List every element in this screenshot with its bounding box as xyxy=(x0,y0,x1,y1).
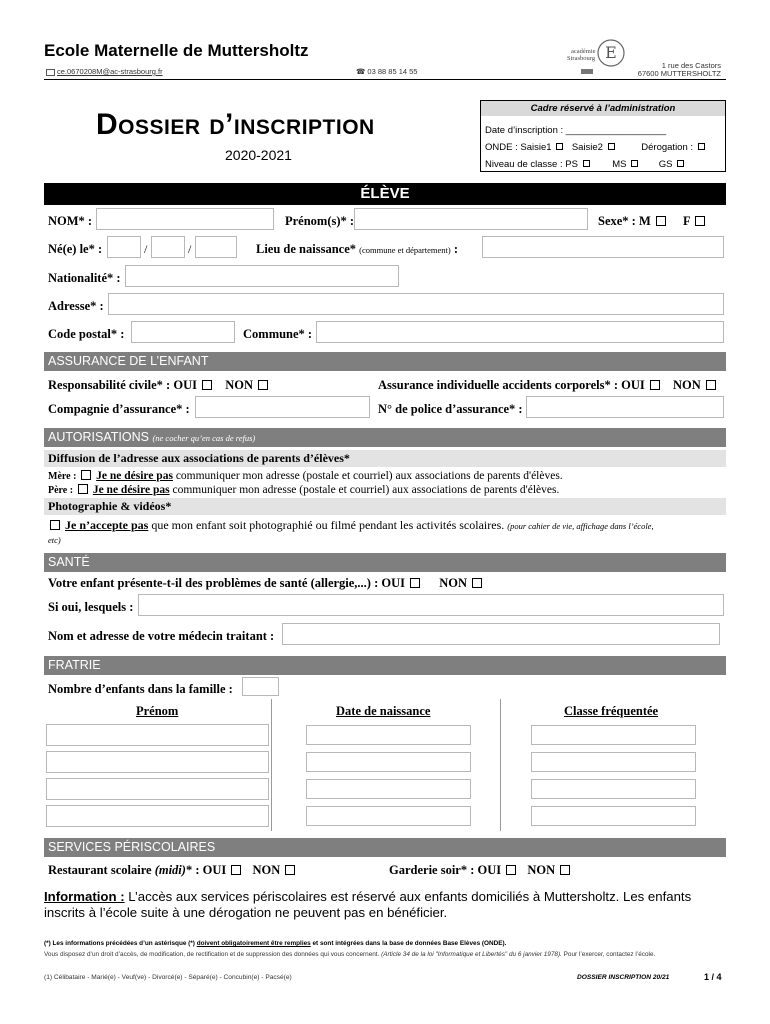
photo-accepte: Je n’accepte pas xyxy=(65,518,149,532)
restaurant-text: Restaurant scolaire xyxy=(48,863,152,877)
mail-icon xyxy=(46,69,55,76)
resp-civile-non-checkbox[interactable] xyxy=(258,380,268,390)
mere-ne-desire: Je ne désire pas xyxy=(96,470,173,482)
footer-rights-end: Pour l’exercer, contactez l’école. xyxy=(561,951,656,958)
eleve-header: ÉLÈVE xyxy=(44,183,726,205)
school-address-1: 1 rue des Castors xyxy=(661,61,721,70)
si-oui-label: Si oui, lesquels : xyxy=(48,600,134,614)
fratrie-prenom-1[interactable] xyxy=(46,724,269,746)
assurance-indiv-oui-checkbox[interactable] xyxy=(650,380,660,390)
fratrie-col-classe: Classe fréquentée xyxy=(564,704,659,718)
diffusion-subheader: Diffusion de l’adresse aux associations de parents d’élèves* xyxy=(44,450,726,467)
ne-le-label: Né(e) le* : xyxy=(48,242,103,256)
footer-civil-status: (1) Célibataire - Marié(e) - Veuf(ve) - Divorcé(e) - Séparé(e) - Concubin(e) - Pacsé(e) xyxy=(44,974,292,981)
sexe-label xyxy=(598,214,707,229)
photo-hint: (pour cahier de vie, affichage dans l’école, xyxy=(507,521,654,531)
page-title: Dossier d’inscription xyxy=(96,108,375,141)
resp-civile-oui-checkbox[interactable] xyxy=(202,380,212,390)
footer-rights-italic: (Article 34 de la loi "Informatique et Libertés" du 6 janvier 1978). xyxy=(381,951,562,958)
photo-row xyxy=(48,518,654,533)
commune-label: Commune* : xyxy=(243,327,313,341)
fratrie-col-date: Date de naissance xyxy=(336,704,431,718)
fratrie-divider-1 xyxy=(271,699,272,831)
photo-checkbox[interactable] xyxy=(50,520,60,530)
fratrie-date-2[interactable] xyxy=(306,752,471,772)
pere-label: Père : xyxy=(48,485,74,496)
school-email-link[interactable]: ce.0670208M@ac-strasbourg.fr xyxy=(57,67,163,76)
lieu-hint: (commune et département) xyxy=(359,245,451,255)
restaurant-end: * : OUI xyxy=(185,863,227,877)
fratrie-classe-2[interactable] xyxy=(531,752,696,772)
footer-note-underline: doivent obligatoirement être remplies xyxy=(196,940,311,947)
restaurant-non-text: NON xyxy=(252,863,281,877)
gs-checkbox[interactable] xyxy=(677,160,684,167)
restaurant-label xyxy=(48,863,297,878)
information-paragraph xyxy=(44,889,728,921)
fratrie-date-1[interactable] xyxy=(306,725,471,745)
admin-gs-label: GS xyxy=(658,159,673,170)
garderie-non-text: NON xyxy=(527,863,556,877)
admin-onde-row xyxy=(485,142,707,153)
school-phone: ☎ 03 88 85 14 55 xyxy=(356,67,418,76)
birth-month-field[interactable] xyxy=(151,236,185,258)
lieu-text: Lieu de naissance* xyxy=(256,242,357,256)
medecin-field[interactable] xyxy=(282,623,720,645)
adresse-label: Adresse* : xyxy=(48,299,104,313)
ps-checkbox[interactable] xyxy=(583,160,590,167)
birth-day-field[interactable] xyxy=(107,236,141,258)
academie-logo xyxy=(565,38,630,76)
fratrie-header: FRATRIE xyxy=(44,656,726,675)
mere-diffusion-text: communiquer mon adresse (postale et courriel) aux associations de parents d'élèves. xyxy=(175,470,563,482)
nombre-enfants-label: Nombre d’enfants dans la famille : xyxy=(48,682,233,696)
photo-text: que mon enfant soit photographié ou filmé pendant les activités scolaires. xyxy=(151,518,505,532)
sexe-f-text: F xyxy=(683,214,691,228)
mere-row xyxy=(48,470,563,482)
lieu-naissance-field[interactable] xyxy=(482,236,724,258)
garderie-text: Garderie soir* : OUI xyxy=(389,863,502,877)
police-field[interactable] xyxy=(526,396,724,418)
periscolaire-header: SERVICES PÉRISCOLAIRES xyxy=(44,838,726,857)
footer-rights-text: Vous disposez d’un droit d’accès, de modification, de rectification et de suppression des données qui vous concernent. xyxy=(44,951,380,958)
code-postal-label: Code postal* : xyxy=(48,327,125,341)
restaurant-midi: (midi) xyxy=(154,863,186,877)
admin-box xyxy=(480,100,726,172)
assurance-indiv-label xyxy=(378,378,718,393)
mere-label: Mère : xyxy=(48,471,77,482)
prenom-field[interactable] xyxy=(354,208,588,230)
admin-niveau-label: Niveau de classe : PS xyxy=(485,159,578,170)
admin-ms-label: MS xyxy=(612,159,627,170)
assurance-indiv-non-text: NON xyxy=(673,378,701,392)
lieu-label xyxy=(256,242,458,257)
garderie-label xyxy=(389,863,572,878)
sante-non-checkbox[interactable] xyxy=(472,578,482,588)
sexe-f-checkbox[interactable] xyxy=(695,216,705,226)
compagnie-field[interactable] xyxy=(195,396,370,418)
admin-onde-label: ONDE : Saisie1 xyxy=(485,142,552,153)
footer-doc-name: DOSSIER INSCRIPTION 20/21 xyxy=(577,974,670,981)
school-name: Ecole Maternelle de Muttersholtz xyxy=(44,41,309,60)
assurance-header: ASSURANCE DE L’ENFANT xyxy=(44,352,726,371)
fratrie-prenom-4[interactable] xyxy=(46,805,269,827)
code-postal-field[interactable] xyxy=(131,321,235,343)
sante-question-text: Votre enfant présente-t-il des problèmes de santé (allergie,...) : OUI xyxy=(48,576,406,590)
nom-field[interactable] xyxy=(96,208,274,230)
fratrie-date-3[interactable] xyxy=(306,779,471,799)
fratrie-classe-4[interactable] xyxy=(531,806,696,826)
admin-date: Date d’inscription : ___________________ xyxy=(485,125,667,136)
school-year: 2020-2021 xyxy=(225,147,292,163)
information-text: L’accès aux services périscolaires est réservé aux enfants domiciliés à Muttersholtz. Les enfants inscrits à l’école suite à une dérogation ne peuvent pas en bénéficier. xyxy=(44,889,692,920)
birth-year-field[interactable] xyxy=(195,236,237,258)
resp-civile-text: Responsabilité civile* : OUI xyxy=(48,378,197,392)
footer-rights xyxy=(44,950,724,959)
lieu-colon: : xyxy=(453,242,459,256)
information-label: Information : xyxy=(44,889,125,904)
sante-oui-checkbox[interactable] xyxy=(410,578,420,588)
fratrie-col-prenom: Prénom xyxy=(136,704,179,718)
svg-text:E: E xyxy=(605,43,617,62)
nationalite-label: Nationalité* : xyxy=(48,271,121,285)
compagnie-label: Compagnie d’assurance* : xyxy=(48,402,190,416)
nationalite-field[interactable] xyxy=(125,265,399,287)
sante-question xyxy=(48,576,484,591)
sante-header: SANTÉ xyxy=(44,553,726,572)
footer-note-start: (*) Les informations précédées d’un astérisque (*) xyxy=(44,940,195,947)
sexe-m-checkbox[interactable] xyxy=(656,216,666,226)
ms-checkbox[interactable] xyxy=(631,160,638,167)
fratrie-classe-3[interactable] xyxy=(531,779,696,799)
date-slash-2: / xyxy=(188,242,192,256)
fratrie-prenom-3[interactable] xyxy=(46,778,269,800)
sante-non-text: NON xyxy=(439,576,468,590)
assurance-indiv-non-checkbox[interactable] xyxy=(706,380,716,390)
pere-row xyxy=(48,484,559,496)
photo-hint-2: etc) xyxy=(48,535,61,545)
derogation-checkbox[interactable] xyxy=(698,143,705,150)
admin-derogation-label: Dérogation : xyxy=(641,142,694,153)
restaurant-non-checkbox[interactable] xyxy=(285,865,295,875)
autorisations-hint: (ne cocher qu’en cas de refus) xyxy=(152,433,256,443)
footer-note-end: et sont intégrées dans la base de données Base Elèves (ONDE). xyxy=(312,940,507,947)
admin-box-header: Cadre réservé à l’administration xyxy=(481,101,725,116)
garderie-oui-checkbox[interactable] xyxy=(506,865,516,875)
adresse-field[interactable] xyxy=(108,293,724,315)
header-rule xyxy=(44,79,726,80)
commune-field[interactable] xyxy=(316,321,724,343)
logo-text-1: académie xyxy=(571,48,596,55)
nom-label: NOM* : xyxy=(48,214,93,228)
nombre-enfants-field[interactable] xyxy=(242,677,279,696)
footer-note xyxy=(44,940,728,947)
admin-niveau-row xyxy=(485,159,686,170)
assurance-indiv-text: Assurance individuelle accidents corporels* : OUI xyxy=(378,378,645,392)
resp-civile-label xyxy=(48,378,270,393)
page-number: 1 / 4 xyxy=(704,972,722,982)
school-address-2: 67600 MUTTERSHOLTZ xyxy=(637,69,721,78)
photo-subheader: Photographie & vidéos* xyxy=(44,498,726,515)
fratrie-divider-2 xyxy=(500,699,501,831)
pere-checkbox[interactable] xyxy=(78,484,88,494)
saisie2-checkbox[interactable] xyxy=(608,143,615,150)
restaurant-oui-checkbox[interactable] xyxy=(231,865,241,875)
saisie1-checkbox[interactable] xyxy=(556,143,563,150)
date-slash-1: / xyxy=(144,242,148,256)
si-oui-field[interactable] xyxy=(138,594,724,616)
autorisations-header xyxy=(44,428,726,447)
logo-text-2: Strasbourg xyxy=(567,55,596,62)
garderie-non-checkbox[interactable] xyxy=(560,865,570,875)
admin-saisie2-label: Saisie2 xyxy=(571,142,603,153)
pere-ne-desire: Je ne désire pas xyxy=(92,484,170,496)
fratrie-classe-1[interactable] xyxy=(531,725,696,745)
resp-civile-non-text: NON xyxy=(225,378,253,392)
fratrie-prenom-2[interactable] xyxy=(46,751,269,773)
prenom-label: Prénom(s)* : xyxy=(285,214,355,228)
pere-diffusion-text: communiquer mon adresse (postale et courriel) aux associations de parents d'élèves. xyxy=(172,484,560,496)
medecin-label: Nom et adresse de votre médecin traitant : xyxy=(48,629,275,643)
fratrie-date-4[interactable] xyxy=(306,806,471,826)
police-label: N° de police d’assurance* : xyxy=(378,402,523,416)
sexe-text: Sexe* : M xyxy=(598,214,651,228)
autorisations-title: AUTORISATIONS xyxy=(48,430,149,444)
mere-checkbox[interactable] xyxy=(81,470,91,480)
